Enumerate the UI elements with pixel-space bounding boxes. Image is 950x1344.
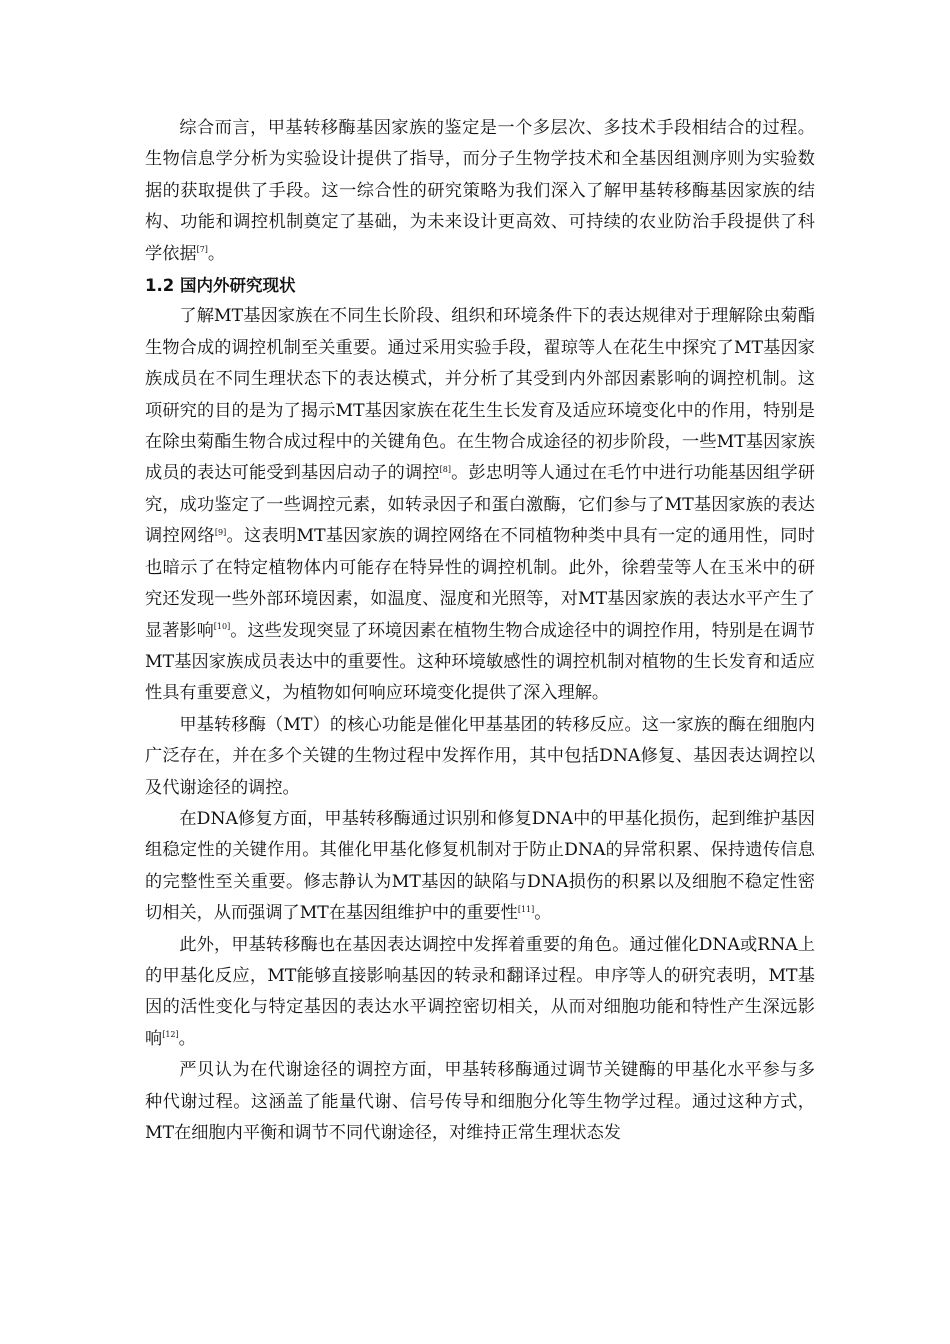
citation-marker[interactable]: [10] (213, 622, 231, 632)
citation-marker[interactable]: [12] (162, 1030, 179, 1040)
citation-marker[interactable]: [7] (196, 245, 208, 255)
paragraph-text: 甲基转移酶（MT）的核心功能是催化甲基基团的转移反应。这一家族的酶在细胞内广泛存在，并在多个关键的生物过程中发挥作用，其中包括DNA修复、基因表达调控以及代谢途径的调控。 (145, 714, 815, 798)
citation-marker[interactable]: [9] (214, 527, 227, 537)
paragraph-text: 严贝认为在代谢途径的调控方面，甲基转移酶通过调节关键酶的甲基化水平参与多种代谢过程。这涵盖了能量代谢、信号传导和细胞分化等生物学过程。通过这种方式，MT在细胞内平衡和调节不同代谢途径，对维持正常生理状态发 (145, 1060, 815, 1143)
paragraph-tail: 。 (534, 903, 552, 924)
citation-marker[interactable]: [11] (517, 904, 535, 914)
paragraph-summary (145, 113, 815, 270)
paragraph-tail: 。 (207, 243, 226, 264)
document-page (145, 113, 815, 1149)
paragraph-text: 。这表明MT基因家族的调控网络在不同植物种类中具有一定的通用性，同时也暗示了在特定植物体内可能存在特异性的调控机制。此外，徐碧莹等人在玉米中的研究还发现一些外部环境因素，如温度、湿度和光照等，对MT基因家族的表达水平产生了显著影响 (145, 526, 815, 641)
paragraph-text: 了解MT基因家族在不同生长阶段、组织和环境条件下的表达规律对于理解除虫菊酯生物合成的调控机制至关重要。通过采用实验手段，翟琼等人在花生中探究了MT基因家族成员在不同生理状态下的表达模式，并分析了其受到内外部因素影响的调控机制。这项研究的目的是为了揭示MT基因家族在花生生长发育及适应环境变化中的作用，特别是在除虫菊酯生物合成过程中的关键角色。在生物合成途径的初步阶段，一些MT基因家族成员的表达可能受到基因启动子的调控 (145, 306, 815, 484)
paragraph-text: 综合而言，甲基转移酶基因家族的鉴定是一个多层次、多技术手段相结合的过程。生物信息学分析为实验设计提供了指导，而分子生物学技术和全基因组测序则为实验数据的获取提供了手段。这一综合性的研究策略为我们深入了解甲基转移酶基因家族的结构、功能和调控机制奠定了基础，为未来设计更高效、可持续的农业防治手段提供了科学依据 (145, 118, 815, 264)
paragraph-text: 。彭忠明等人通过在毛竹中进行功能基因组学研究，成功鉴定了一些调控元素，如转录因子和蛋白激酶，它们参与了MT基因家族的表达调控网络 (145, 463, 815, 547)
paragraph-2 (145, 710, 815, 804)
paragraph-tail: 。 (178, 1028, 196, 1049)
paragraph-4 (145, 930, 815, 1056)
paragraph-1 (145, 301, 815, 709)
citation-marker[interactable]: [8] (439, 465, 451, 475)
paragraph-text: 。这些发现突显了环境因素在植物生物合成途径中的调控作用，特别是在调节MT基因家族成员表达中的重要性。这种环境敏感性的调控机制对植物的生长发育和适应性具有重要意义，为植物如何响应环境变化提供了深入理解。 (145, 620, 815, 704)
paragraph-text: 此外，甲基转移酶也在基因表达调控中发挥着重要的角色。通过催化DNA或RNA上的甲基化反应，MT能够直接影响基因的转录和翻译过程。申序等人的研究表明，MT基因的活性变化与特定基因的表达水平调控密切相关，从而对细胞功能和特性产生深远影响 (145, 934, 815, 1049)
section-heading: 1.2 国内外研究现状 (145, 276, 296, 296)
paragraph-5 (145, 1055, 815, 1149)
paragraph-text: 在DNA修复方面，甲基转移酶通过识别和修复DNA中的甲基化损伤，起到维护基因组稳定性的关键作用。其催化甲基化修复机制对于防止DNA的异常积累、保持遗传信息的完整性至关重要。修志静认为MT基因的缺陷与DNA损伤的积累以及细胞不稳定性密切相关，从而强调了MT在基因组维护中的重要性 (145, 808, 815, 924)
paragraph-3 (145, 804, 815, 930)
